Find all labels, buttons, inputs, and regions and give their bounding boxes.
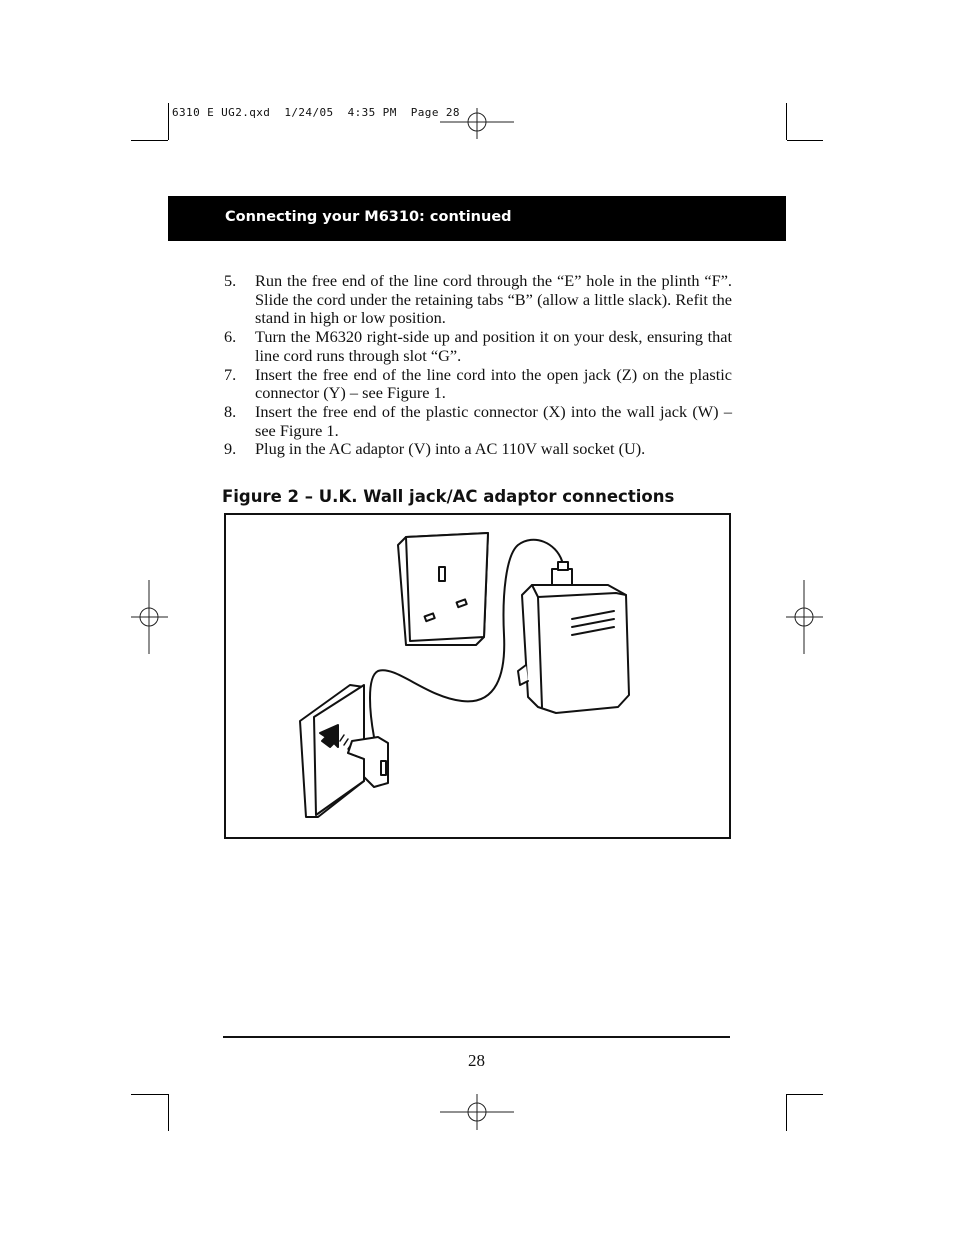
step-text: Run the free end of the line cord through the “E” hole in the plinth “F”. Slide the cord under the retaining tabs “B” (allow a little slack). Refit the stand in high or low position. <box>255 271 732 328</box>
wall-jack-adaptor-illustration <box>226 515 729 837</box>
step-item <box>224 328 732 365</box>
step-text: Insert the free end of the line cord into the open jack (Z) on the plastic connector (Y) – see Figure 1. <box>255 364 732 403</box>
figure-title: Figure 2 – U.K. Wall jack/AC adaptor connections <box>222 487 675 506</box>
print-slug-line: 6310 E UG2.qxd 1/24/05 4:35 PM Page 28 <box>172 106 460 119</box>
step-number: 6. <box>224 327 237 347</box>
instruction-steps <box>224 272 732 459</box>
figure-frame <box>224 513 731 839</box>
footer-rule <box>223 1036 730 1038</box>
step-item <box>224 366 732 403</box>
step-text: Turn the M6320 right-side up and position it on your desk, ensuring that line cord runs through slot “G”. <box>255 327 732 365</box>
step-item <box>224 440 732 459</box>
socket-earth-slot <box>439 567 445 581</box>
step-number: 9. <box>224 439 237 459</box>
step-item <box>224 403 732 440</box>
connector-jack-slot <box>381 761 386 775</box>
wall-socket-face <box>406 533 488 641</box>
step-number: 8. <box>224 401 237 421</box>
page-number: 28 <box>468 1051 485 1070</box>
step-text: Insert the free end of the plastic connector (X) into the wall jack (W) – see Figure 1. <box>255 401 732 440</box>
step-number: 5. <box>224 271 237 290</box>
step-number: 7. <box>224 364 237 384</box>
step-item <box>224 272 732 328</box>
step-text: Plug in the AC adaptor (V) into a AC 110V wall socket (U). <box>255 439 646 459</box>
adaptor-cord-strain-relief <box>552 569 572 585</box>
section-header-title: Connecting your M6310: continued <box>225 209 512 225</box>
section-header-bar <box>168 196 786 241</box>
